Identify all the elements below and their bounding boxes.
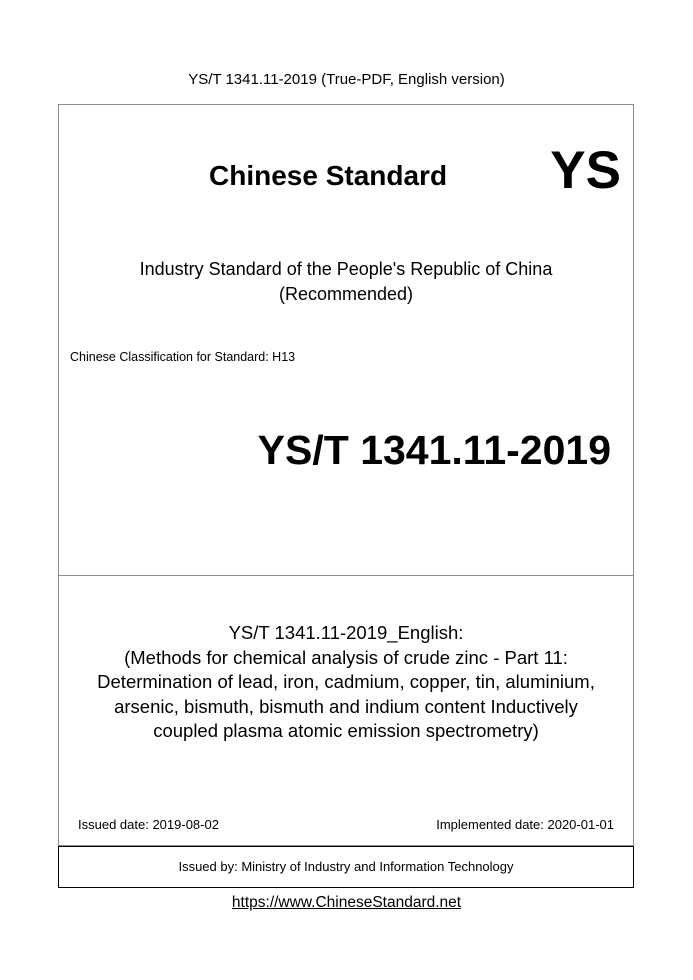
english-title (59, 621, 633, 744)
standard-number: YS/T 1341.11-2019 (257, 427, 611, 473)
title-line: YS/T 1341.11-2019_English: (228, 622, 464, 643)
title-line: arsenic, bismuth, bismuth and indium content Inductively (114, 695, 578, 717)
brand-title: Chinese Standard (209, 160, 448, 191)
classification-code: Chinese Classification for Standard: H13 (70, 350, 296, 364)
issued-date: Issued date: 2019-08-02 (78, 817, 219, 832)
standard-mark: YS (550, 141, 621, 200)
implemented-date: Implemented date: 2020-01-01 (436, 817, 614, 832)
title-line: coupled plasma atomic emission spectrometry) (153, 720, 539, 741)
industry-statement (59, 257, 633, 307)
website-link[interactable]: https://www.ChineseStandard.net (231, 894, 462, 911)
title-line: (Methods for chemical analysis of crude zinc - Part 11: (124, 646, 568, 668)
title-line: Determination of lead, iron, cadmium, copper, tin, aluminium, (97, 671, 595, 692)
cover-frame (58, 104, 634, 846)
footer (0, 893, 693, 913)
industry-line: Industry Standard of the People's Republic of China (139, 259, 553, 279)
issuer-box: Issued by: Ministry of Industry and Information Technology (58, 846, 634, 888)
document-header: YS/T 1341.11-2019 (True-PDF, English version) (188, 71, 505, 88)
recommended-line: (Recommended) (278, 284, 414, 304)
section-divider (59, 575, 633, 576)
